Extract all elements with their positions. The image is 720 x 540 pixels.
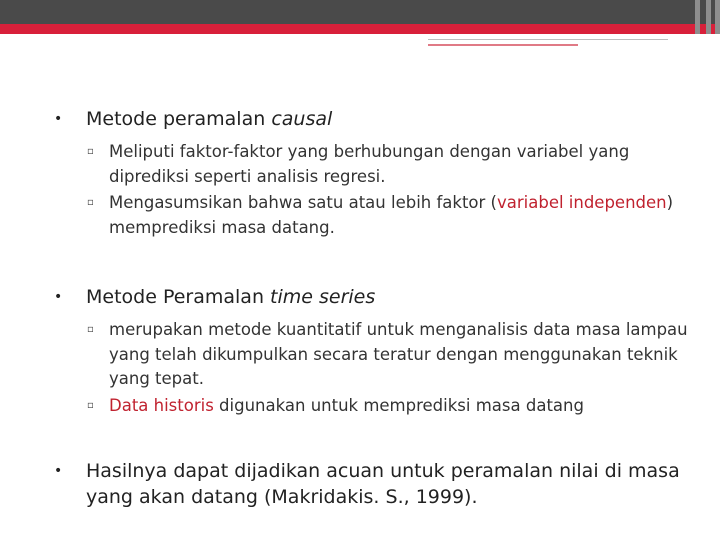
bullet-marker: • <box>54 111 63 127</box>
header-column-1 <box>695 0 700 34</box>
header-column-2 <box>706 0 711 34</box>
bullet-text: Hasilnya dapat dijadikan acuan untuk peramalan nilai di masa yang akan datang (Makridakis. S., 1999). <box>86 460 680 508</box>
sub-bullet-marker: ▫ <box>87 324 94 335</box>
header-underline-accent <box>428 44 578 46</box>
sub-bullet-text: Meliputi faktor-faktor yang berhubungan dengan variabel yang diprediksi seperti analisis regresi. <box>109 142 630 186</box>
sub-bullet-marker: ▫ <box>87 399 94 411</box>
sub-bullet-text: ) memprediksi masa datang. <box>109 193 674 237</box>
bullet-causal <box>54 106 694 242</box>
sub-bullet-text: digunakan untuk memprediksi masa datang <box>213 395 584 415</box>
highlight-term: variabel independen <box>496 193 667 212</box>
bullet-time-series <box>54 284 694 420</box>
sub-bullet-marker: ▫ <box>87 146 94 157</box>
bullet-italic-term: causal <box>271 108 333 130</box>
sub-bullet <box>54 191 694 240</box>
bullet-italic-term: time series <box>270 286 376 308</box>
sub-bullet-marker: ▫ <box>87 197 94 208</box>
header-underline-gray <box>428 39 668 40</box>
bullet-marker: • <box>54 463 63 479</box>
sub-bullet <box>54 394 694 419</box>
bullet-text: Metode Peramalan <box>86 286 271 308</box>
header-dark-bar <box>0 0 720 24</box>
sub-bullet-text: merupakan metode kuantitatif untuk menganalisis data masa lampau yang telah dikumpulkan secara teratur dengan menggunakan teknik yang tepat. <box>109 320 688 388</box>
bullet-text: Metode peramalan <box>86 108 272 130</box>
header-column-3 <box>715 0 720 34</box>
header-accent-bar <box>0 24 720 34</box>
sub-bullet <box>54 318 694 392</box>
sub-bullet-text: Mengasumsikan bahwa satu atau lebih faktor ( <box>109 193 497 212</box>
bullet-marker: • <box>54 289 63 305</box>
highlight-term: Data historis <box>109 395 214 415</box>
sub-bullet <box>54 140 694 189</box>
bullet-conclusion <box>54 458 694 510</box>
